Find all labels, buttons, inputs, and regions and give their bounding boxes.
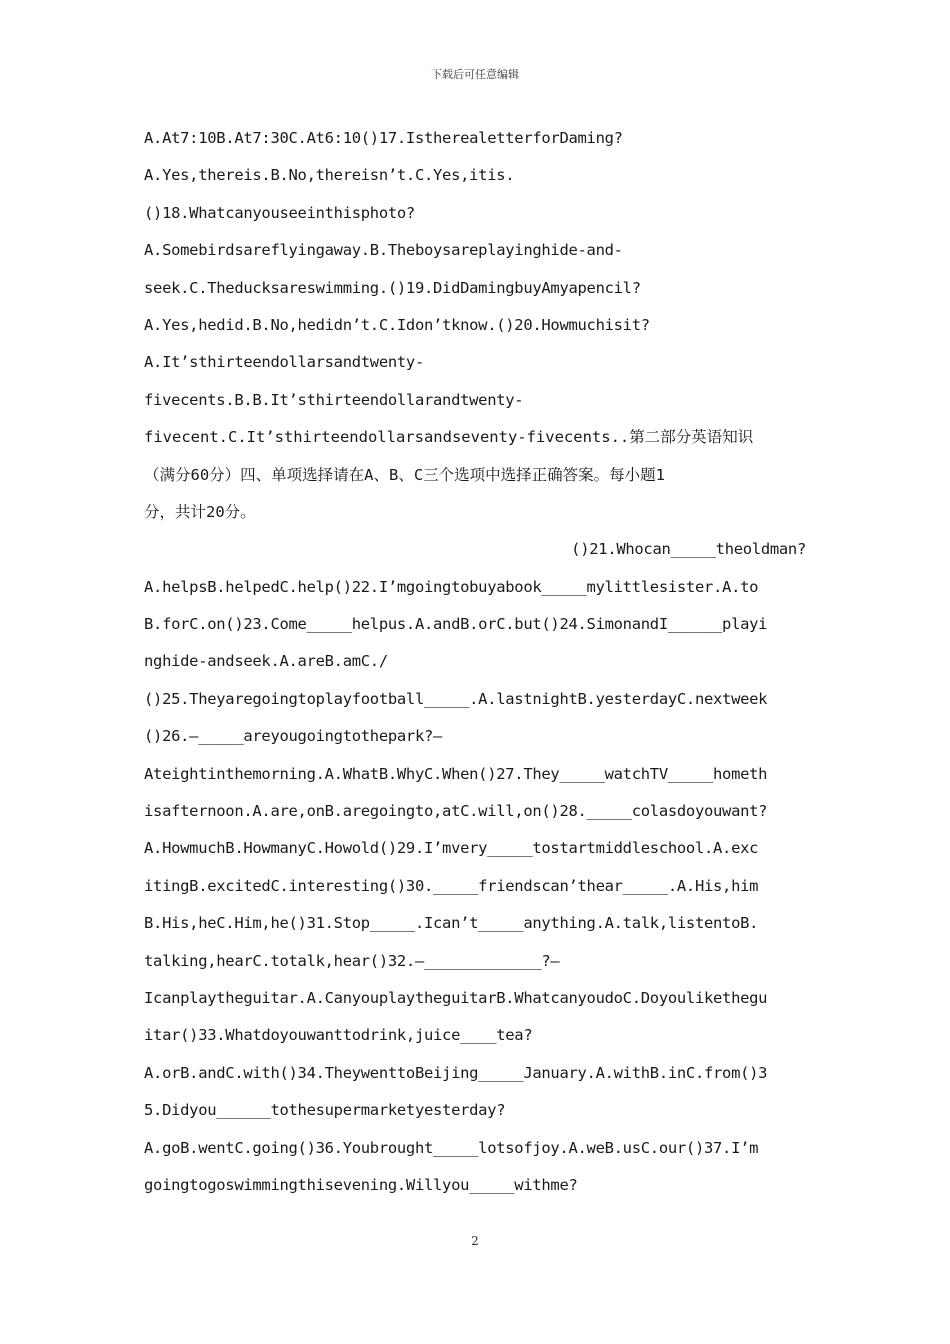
text-line: goingtogoswimmingthisevening.Willyou_____withme? [144, 1175, 578, 1194]
page-number: 2 [471, 1234, 479, 1248]
text-line: fivecents.B.B.It’sthirteendollarandtwenty- [144, 390, 524, 409]
text-line: itingB.excitedC.interesting()30._____friendscan’thear_____.A.His,him [144, 876, 759, 895]
text-line: fivecent.C.It’sthirteendollarsandseventy-fivecents..第二部分英语知识 [144, 428, 754, 447]
text-line: seek.C.Theducksareswimming.()19.DidDamingbuyAmyapencil? [144, 278, 641, 297]
text-line: A.helpsB.helpedC.help()22.I’mgoingtobuyabook_____mylittlesister.A.to [144, 577, 759, 596]
text-line: B.His,heC.Him,he()31.Stop_____.Ican’t_____anything.A.talk,listentoB. [144, 914, 759, 933]
text-line: A.Somebirdsareflyingaway.B.Theboysareplayinghide-and- [144, 241, 623, 260]
text-line: A.orB.andC.with()34.TheywenttoBeijing_____January.A.withB.inC.from()3 [144, 1063, 768, 1082]
text-line: （满分60分）四、单项选择请在A、B、C三个选项中选择正确答案。每小题1 [144, 465, 665, 484]
text-line: A.goB.wentC.going()36.Youbrought_____lotsofjoy.A.weB.usC.our()37.I’m [144, 1138, 759, 1157]
text-line: ()18.Whatcanyouseeinthisphoto? [144, 203, 415, 222]
text-line: 5.Didyou______tothesupermarketyesterday? [144, 1101, 506, 1120]
text-line: A.Yes,hedid.B.No,hedidn’t.C.Idon’tknow.()20.Howmuchisit? [144, 315, 650, 334]
text-line: Icanplaytheguitar.A.CanyouplaytheguitarB.WhatcanyoudoC.Doyoulikethegu [144, 988, 768, 1007]
text-line: ()25.Theyaregoingtoplayfootball_____.A.lastnightB.yesterdayC.nextweek [144, 689, 768, 708]
exam-content [144, 120, 806, 1204]
text-line: A.Yes,thereis.B.No,thereisn’t.C.Yes,itis. [144, 166, 515, 185]
text-line: itar()33.Whatdoyouwanttodrink,juice____tea? [144, 1026, 533, 1045]
page-header: 下载后可任意编辑 [431, 68, 519, 81]
text-line: A.At7:10B.At7:30C.At6:10()17.IstherealetterforDaming? [144, 129, 623, 147]
text-line: ()21.Whocan_____theoldman? [571, 540, 806, 559]
text-line: Ateightinthemorning.A.WhatB.WhyC.When()27.They_____watchTV_____hometh [144, 764, 768, 783]
text-line: A.HowmuchB.HowmanyC.Howold()29.I’mvery_____tostartmiddleschool.A.exc [144, 839, 759, 858]
text-line: talking,hearC.totalk,hear()32.—_____________?— [144, 951, 560, 970]
text-line: B.forC.on()23.Come_____helpus.A.andB.orC.but()24.SimonandI______playi [144, 615, 768, 634]
text-line: ()26.—_____areyougoingtothepark?— [144, 727, 443, 746]
text-line: 分，共计20分。 [144, 502, 256, 521]
text-line: isafternoon.A.are,onB.aregoingto,atC.will,on()28._____colasdoyouwant? [144, 802, 768, 821]
text-line: A.It’sthirteendollarsandtwenty- [144, 353, 424, 372]
text-line: nghide-andseek.A.areB.amC./ [144, 652, 388, 671]
